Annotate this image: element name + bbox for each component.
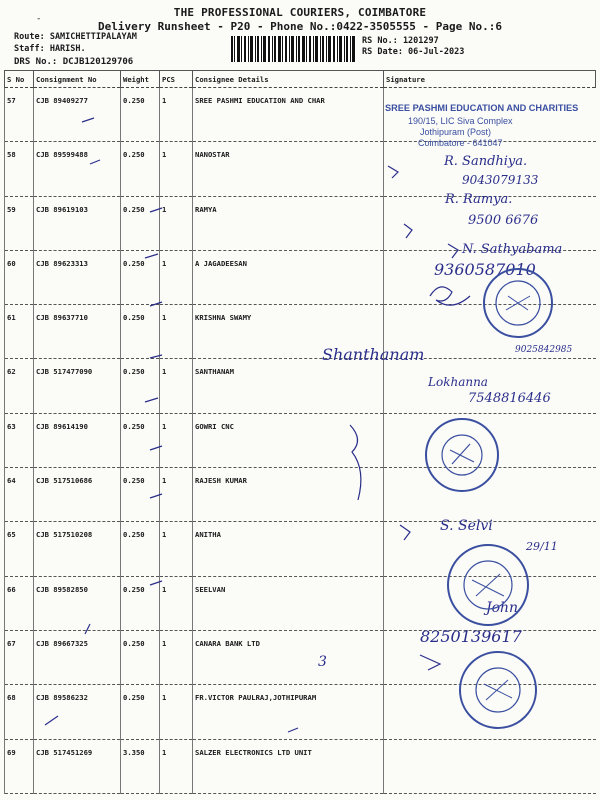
rs-number: RS No.: 1201297 [362,36,439,46]
stamp-line3: Jothipuram (Post) [420,127,492,137]
row-consignment: CJB 517510686 [34,468,121,522]
col-consignment: Consignment No [34,71,121,88]
row-consignee: SANTHANAM [193,359,384,413]
row-consignment: CJB 89623313 [34,250,121,304]
row-sno: 59 [5,196,34,250]
row-consignee: KRISHNA SWAMY [193,305,384,359]
row-pcs: 1 [160,685,193,739]
row-pcs: 1 [160,630,193,684]
row-weight: 0.250 [121,142,160,196]
row-sno: 66 [5,576,34,630]
row-signature [384,413,596,467]
rs-date: RS Date: 06-Jul-2023 [362,47,465,57]
row-pcs: 1 [160,142,193,196]
sig-sandhiya: R. Sandhiya. [444,154,528,169]
phone-63: 7548816446 [468,391,551,406]
row-consignment: CJB 517510208 [34,522,121,576]
row-signature [384,576,596,630]
stamp-line4: Coimbatore - 641047 [418,138,503,148]
col-sno: S No [5,71,34,88]
table-row [5,359,596,413]
table-row [5,685,596,739]
row-signature [384,630,596,684]
row-weight: 0.250 [121,250,160,304]
row-sno: 65 [5,522,34,576]
row-sno: 63 [5,413,34,467]
row-pcs: 1 [160,305,193,359]
table-row [5,305,596,359]
col-weight: Weight [121,71,160,88]
table-header-row [5,71,596,88]
phone-58: 9043079133 [462,173,539,187]
row-consignee: FR.VICTOR PAULRAJ,JOTHIPURAM [193,685,384,739]
table-row [5,413,596,467]
row-sno: 68 [5,685,34,739]
row-signature [384,468,596,522]
row-weight: 0.250 [121,468,160,522]
sig-sathya: N. Sathyabama [462,242,563,257]
row-pcs: 1 [160,196,193,250]
row-pcs: 1 [160,739,193,793]
row-signature [384,250,596,304]
runsheet-table [4,70,596,794]
col-signature: Signature [384,71,596,88]
row-pcs: 1 [160,468,193,522]
sig-john: John [486,600,519,616]
table-row [5,196,596,250]
barcode [230,36,356,62]
table-row [5,739,596,793]
row-consignment: CJB 89667325 [34,630,121,684]
row-weight: 0.250 [121,413,160,467]
row-consignee: NANOSTAR [193,142,384,196]
row-pcs: 1 [160,413,193,467]
header-tick-marks: - [36,14,53,24]
drs-number: DRS No.: DCJB120129706 [14,57,134,67]
runsheet-subtitle: Delivery Runsheet - P20 - Phone No.:0422-3505555 - Page No.:6 [98,20,502,33]
unit-number: 3 [318,654,327,670]
row-signature [384,685,596,739]
col-consignee: Consignee Details [193,71,384,88]
row-sno: 64 [5,468,34,522]
route-label: Route: SAMICHETTIPALAYAM [14,32,137,42]
row-consignee: ANITHA [193,522,384,576]
row-pcs: 1 [160,522,193,576]
row-signature [384,522,596,576]
row-consignment: CJB 89619103 [34,196,121,250]
row-signature [384,305,596,359]
company-title: THE PROFESSIONAL COURIERS, COIMBATORE [173,6,427,19]
row-signature [384,88,596,142]
row-consignee: SREE PASHMI EDUCATION AND CHAR [193,88,384,142]
row-sno: 61 [5,305,34,359]
row-weight: 0.250 [121,88,160,142]
row-weight: 0.250 [121,685,160,739]
row-consignment: CJB 89409277 [34,88,121,142]
table-row [5,88,596,142]
row-consignment: CJB 89586232 [34,685,121,739]
col-pcs: PCS [160,71,193,88]
row-pcs: 1 [160,576,193,630]
row-sno: 60 [5,250,34,304]
phone-60: 9360587010 [434,260,536,279]
row-sno: 62 [5,359,34,413]
sig-lokhanna: Lokhanna [428,375,488,389]
staff-label: Staff: HARISH. [14,44,86,54]
row-consignment: CJB 517477090 [34,359,121,413]
row-consignment: CJB 89637710 [34,305,121,359]
row-consignee: GOWRI CNC [193,413,384,467]
row-signature [384,359,596,413]
row-sno: 57 [5,88,34,142]
stamp-line2: 190/15, LIC Siva Complex [408,116,513,126]
row-pcs: 1 [160,359,193,413]
row-weight: 0.250 [121,576,160,630]
table-row [5,142,596,196]
stamp-line1: SREE PASHMI EDUCATION AND CHARITIES [385,103,579,113]
date-66: 29/11 [526,540,558,553]
row-consignee: RAJESH KUMAR [193,468,384,522]
phone-68: 8250139617 [420,627,522,646]
row-signature [384,142,596,196]
row-pcs: 1 [160,88,193,142]
table-row [5,576,596,630]
row-weight: 0.250 [121,522,160,576]
row-consignee: CANARA BANK LTD [193,630,384,684]
row-weight: 3.350 [121,739,160,793]
row-consignee: A JAGADEESAN [193,250,384,304]
row-consignment: CJB 517451269 [34,739,121,793]
row-consignment: CJB 89599488 [34,142,121,196]
row-sno: 58 [5,142,34,196]
row-consignee: SEELVAN [193,576,384,630]
row-sno: 67 [5,630,34,684]
table-row [5,468,596,522]
row-weight: 0.250 [121,305,160,359]
row-consignment: CJB 89614190 [34,413,121,467]
row-pcs: 1 [160,250,193,304]
table-row [5,630,596,684]
row-consignee: SALZER ELECTRONICS LTD UNIT [193,739,384,793]
row-signature [384,739,596,793]
row-signature [384,196,596,250]
phone-59: 9500 6676 [468,213,539,228]
phone-62: 9025842985 [515,345,573,355]
row-weight: 0.250 [121,630,160,684]
row-consignee: RAMYA [193,196,384,250]
row-weight: 0.250 [121,196,160,250]
sig-santhanam: Shanthanam [322,345,425,364]
table-row [5,522,596,576]
sig-ramya: R. Ramya. [445,192,513,207]
row-consignment: CJB 89582850 [34,576,121,630]
row-weight: 0.250 [121,359,160,413]
sig-selvi: S. Selvi [440,518,493,534]
table-row [5,250,596,304]
row-sno: 69 [5,739,34,793]
